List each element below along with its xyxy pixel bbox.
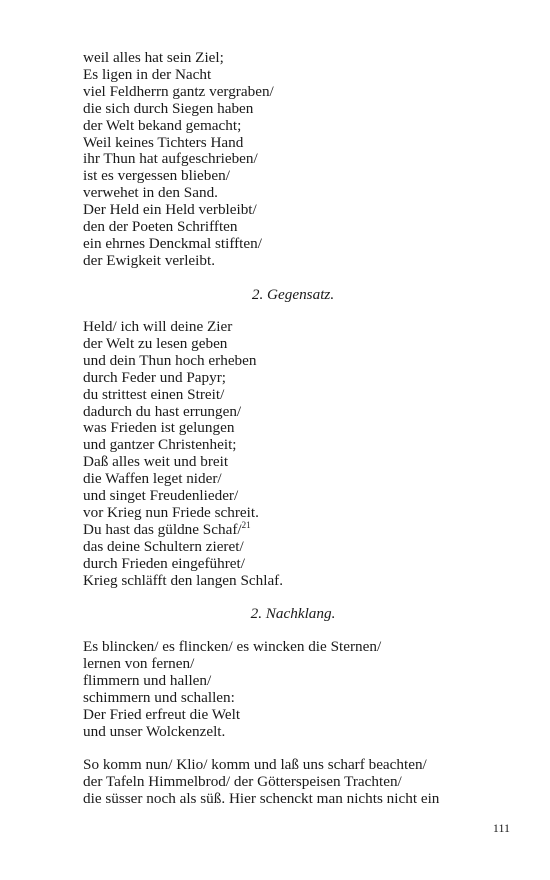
verse-line: verwehet in den Sand. <box>83 184 218 202</box>
verse-line-with-footnote <box>83 519 503 539</box>
section-heading-gegensatz: 2. Gegensatz. <box>251 286 335 303</box>
verse-line: und unser Wolckenzelt. <box>83 722 226 740</box>
stanza-3 <box>83 639 503 740</box>
verse-line: Daß alles weit und breit <box>83 453 229 471</box>
verse-line: und dein Thun hoch erheben <box>83 351 257 369</box>
verse-line: was Frieden ist gelungen <box>83 419 235 437</box>
verse-line: und gantzer Christenheit; <box>83 436 237 454</box>
verse-line: der Welt bekand gemacht; <box>83 116 242 134</box>
verse-line: weil alles hat sein Ziel; <box>83 49 224 66</box>
verse-line: den der Poeten Schrifften <box>83 218 238 236</box>
page-number: 111 <box>492 821 510 835</box>
verse-line: viel Feldherrn gantz vergraben/ <box>83 82 274 100</box>
verse-line: Es ligen in der Nacht <box>83 65 212 83</box>
verse-line: ein ehrnes Denckmal stifften/ <box>83 234 262 252</box>
verse-line: und singet Freudenlieder/ <box>83 487 239 505</box>
stanza-4 <box>83 757 503 808</box>
verse-line: lernen von fernen/ <box>83 654 195 672</box>
verse-line: schimmern und schallen: <box>83 688 235 706</box>
verse-line: die süsser noch als süß. Hier schenckt man nichts nicht ein <box>83 789 440 807</box>
verse-line: der Tafeln Himmelbrod/ der Götterspeisen Trachten/ <box>83 772 402 790</box>
verse-line: der Ewigkeit verleibt. <box>83 251 216 269</box>
stanza-1 <box>83 50 503 270</box>
verse-line: ihr Thun hat aufgeschrieben/ <box>83 150 258 168</box>
verse-line: du strittest einen Streit/ <box>83 385 225 403</box>
verse-line: Der Fried erfreut die Welt <box>83 705 241 723</box>
verse-line: die Waffen leget nider/ <box>83 470 222 488</box>
verse-line: Held/ ich will deine Zier <box>83 318 233 335</box>
stanza-2 <box>83 319 503 590</box>
verse-line: vor Krieg nun Friede schreit. <box>83 503 259 521</box>
verse-line: Krieg schläfft den langen Schlaf. <box>83 571 284 589</box>
verse-line: dadurch du hast errungen/ <box>83 402 242 420</box>
verse-line: So komm nun/ Klio/ komm und laß uns scharf beachten/ <box>83 756 427 773</box>
verse-line: Der Held ein Held verbleibt/ <box>83 201 257 219</box>
verse-line: durch Feder und Papyr; <box>83 368 226 386</box>
verse-line: flimmern und hallen/ <box>83 671 212 689</box>
verse-line: der Welt zu lesen geben <box>83 334 228 352</box>
verse-line: die sich durch Siegen haben <box>83 99 254 117</box>
section-heading-nachklang: 2. Nachklang. <box>250 605 336 622</box>
verse-text: Du hast das güldne Schaf/ <box>83 520 242 538</box>
footnote-marker[interactable]: 21 <box>241 519 251 530</box>
verse-line: durch Frieden eingeführet/ <box>83 554 245 572</box>
verse-line: ist es vergessen blieben/ <box>83 167 230 185</box>
verse-line: Es blincken/ es flincken/ es wincken die Sternen/ <box>83 638 382 655</box>
verse-line: das deine Schultern zieret/ <box>83 537 244 555</box>
verse-line: Weil keines Tichters Hand <box>83 133 244 151</box>
